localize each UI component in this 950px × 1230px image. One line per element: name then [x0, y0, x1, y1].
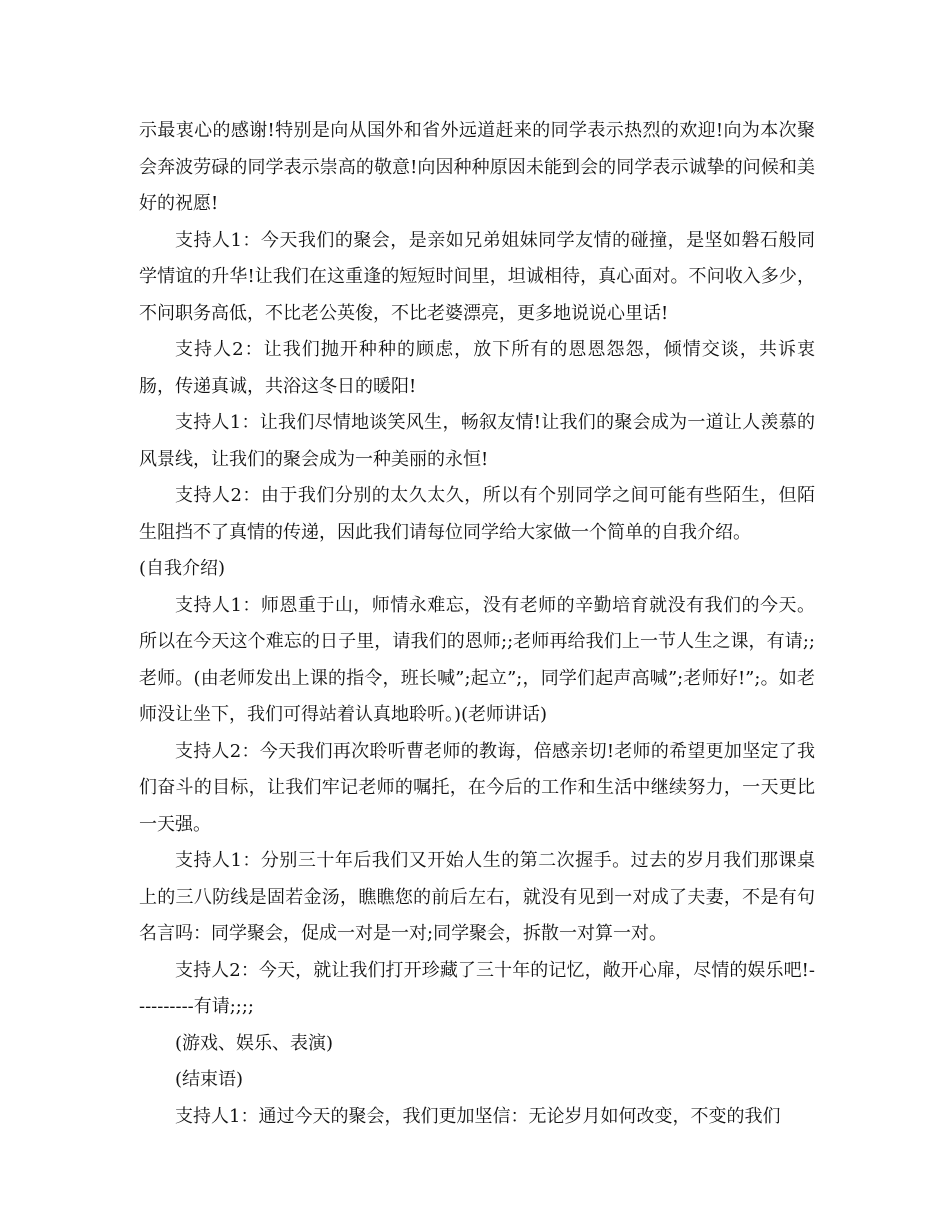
paragraph-host1-scenery: 支持人1：让我们尽情地谈笑风生，畅叙友情!让我们的聚会成为一道让人羡慕的风景线，让我们的聚会成为一种美丽的永恒! — [139, 412, 815, 470]
paragraph-opening-thanks: 示最衷心的感谢!特别是向从国外和省外远道赶来的同学表示热烈的欢迎!向为本次聚会奔波劳碌的同学表示崇高的敬意!向因种种原因未能到会的同学表示诚挚的问候和美好的祝愿! — [139, 120, 815, 214]
paragraph-host2-sincerity: 支持人2：让我们抛开种种的顾虑，放下所有的恩恩怨怨，倾情交谈，共诉衷肠，传递真诚，共浴这冬日的暖阳! — [139, 339, 815, 397]
paragraph-host2-introduction: 支持人2：由于我们分别的太久太久，所以有个别同学之间可能有些陌生，但陌生阻挡不了真情的传递，因此我们请每位同学给大家做一个简单的自我介绍。 — [139, 485, 815, 543]
stage-note-closing: (结束语) — [175, 1069, 244, 1090]
stage-note-self-introduction: (自我介绍) — [139, 558, 226, 579]
document-body — [139, 113, 815, 1135]
paragraph-host1-teacher: 支持人1：师恩重于山，师情永难忘，没有老师的辛勤培育就没有我们的今天。所以在今天这个难忘的日子里，请我们的恩师;;老师再给我们上一节人生之课，有请;;老师。(由老师发出上课的指令，班长喊”;起立”;，同学们起声高喊”;老师好!”;。如老师没让坐下，我们可得站着认真地聆听。)(老师讲话) — [139, 594, 815, 725]
stage-note-games: (游戏、娱乐、表演) — [175, 1032, 334, 1054]
paragraph-host1-closing: 支持人1：通过今天的聚会，我们更加坚信：无论岁月如何改变，不变的我们 — [175, 1105, 781, 1127]
paragraph-host1-handshake: 支持人1：分别三十年后我们又开始人生的第二次握手。过去的岁月我们那课桌上的三八防线是固若金汤，瞧瞧您的前后左右，就没有见到一对成了夫妻，不是有句名言吗：同学聚会，促成一对是一对;同学聚会，拆散一对算一对。 — [139, 850, 815, 944]
paragraph-host2-teacher-thanks: 支持人2：今天我们再次聆听曹老师的教诲，倍感亲切!老师的希望更加坚定了我们奋斗的目标，让我们牢记老师的嘱托，在今后的工作和生活中继续努力，一天更比一天强。 — [139, 740, 815, 835]
paragraph-host1-reunion: 支持人1：今天我们的聚会，是亲如兄弟姐妹同学友情的碰撞，是坚如磐石般同学情谊的升华!让我们在这重逢的短短时间里，坦诚相待，真心面对。不问收入多少，不问职务高低，不比老公英俊，不比老婆漂亮，更多地说说心里话! — [139, 229, 815, 324]
paragraph-host2-entertainment: 支持人2：今天，就让我们打开珍藏了三十年的记忆，敞开心扉，尽情的娱乐吧!----------有请;;;; — [139, 959, 815, 1017]
